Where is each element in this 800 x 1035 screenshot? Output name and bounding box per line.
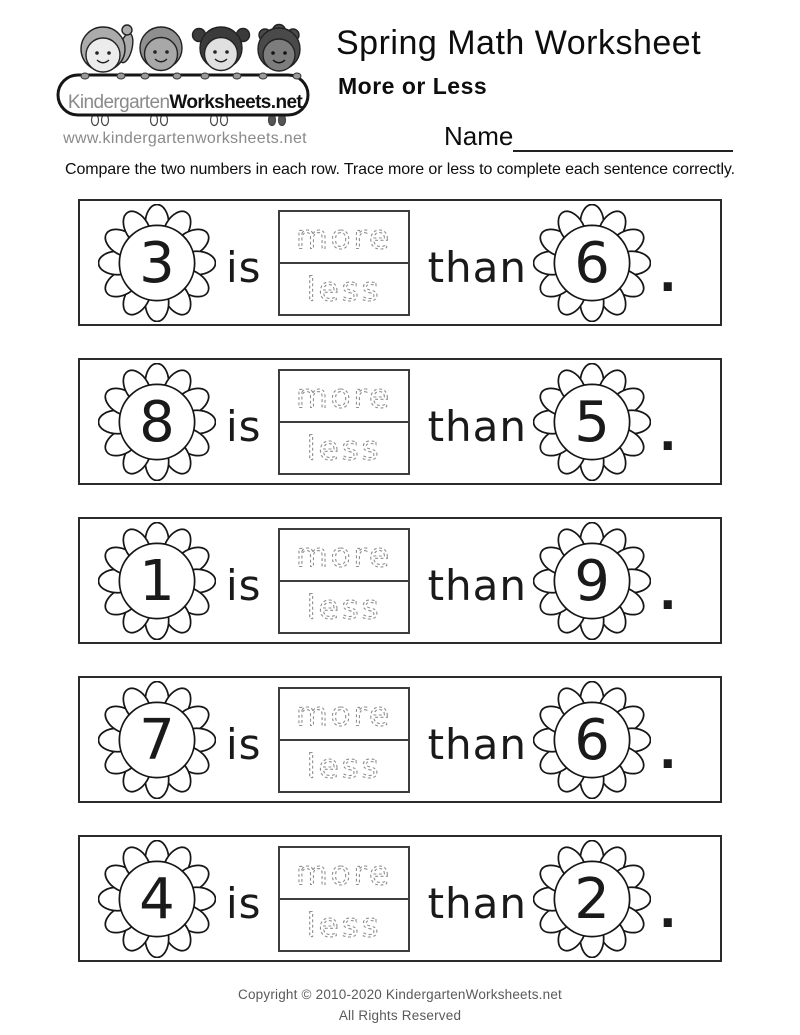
page-subtitle: More or Less: [338, 73, 488, 99]
right-flower: [533, 681, 651, 799]
footer: [0, 985, 800, 1027]
trace-less-word: [282, 424, 406, 472]
trace-more-word: [282, 213, 406, 261]
svg-text:more: more: [295, 695, 392, 734]
footer-copyright: Copyright © 2010-2020 KindergartenWorksheets.net: [238, 987, 562, 1002]
title-block: [336, 24, 701, 100]
svg-text:more: more: [295, 218, 392, 257]
rows-container: [78, 199, 722, 994]
trace-less-area[interactable]: [280, 739, 408, 791]
word-than: than: [427, 243, 528, 292]
worksheet-row: [78, 199, 722, 326]
trace-more-area[interactable]: [280, 689, 408, 739]
trace-more-area[interactable]: [280, 530, 408, 580]
name-label: Name: [444, 121, 514, 151]
trace-more-word: [282, 372, 406, 420]
svg-text:less: less: [306, 747, 381, 786]
trace-less-word: [282, 901, 406, 949]
more-less-trace-box[interactable]: [278, 687, 410, 793]
svg-text:more: more: [295, 854, 392, 893]
left-number: 3: [139, 231, 175, 296]
trace-more-area[interactable]: [280, 848, 408, 898]
trace-less-word: [282, 742, 406, 790]
left-flower: [98, 840, 216, 958]
left-flower: [98, 204, 216, 322]
right-number: 6: [574, 708, 610, 773]
trace-less-area[interactable]: [280, 898, 408, 950]
right-flower: [533, 204, 651, 322]
right-number: 6: [574, 231, 610, 296]
trace-more-area[interactable]: [280, 371, 408, 421]
brand-kindergarten: Kindergarten: [67, 92, 170, 113]
trace-less-area[interactable]: [280, 580, 408, 632]
word-than: than: [427, 720, 528, 769]
word-is: is: [226, 402, 262, 451]
svg-text:less: less: [306, 429, 381, 468]
svg-text:less: less: [306, 906, 381, 945]
word-is: is: [226, 720, 262, 769]
brand-text: [63, 83, 307, 123]
word-than: than: [427, 402, 528, 451]
trace-more-word: [282, 531, 406, 579]
sentence-period: .: [659, 565, 677, 620]
more-less-trace-box[interactable]: [278, 528, 410, 634]
word-is: is: [226, 561, 262, 610]
word-is: is: [226, 243, 262, 292]
right-flower: [533, 363, 651, 481]
name-row: [444, 118, 733, 152]
sentence-period: .: [659, 406, 677, 461]
right-flower: [533, 840, 651, 958]
worksheet-row: [78, 835, 722, 962]
trace-more-word: [282, 849, 406, 897]
trace-less-area[interactable]: [280, 421, 408, 473]
right-number: 9: [574, 549, 610, 614]
left-number: 7: [139, 708, 175, 773]
right-flower: [533, 522, 651, 640]
sentence-period: .: [659, 247, 677, 302]
more-less-trace-box[interactable]: [278, 369, 410, 475]
left-flower: [98, 681, 216, 799]
left-number: 4: [139, 867, 175, 932]
sentence-period: .: [659, 883, 677, 938]
more-less-trace-box[interactable]: [278, 210, 410, 316]
logo: [55, 12, 317, 162]
trace-less-area[interactable]: [280, 262, 408, 314]
footer-rights: All Rights Reserved: [338, 1007, 462, 1023]
word-is: is: [226, 879, 262, 928]
word-than: than: [427, 561, 528, 610]
left-number: 1: [139, 549, 175, 614]
trace-less-word: [282, 583, 406, 631]
svg-text:more: more: [295, 536, 392, 575]
svg-text:less: less: [306, 588, 381, 627]
logo-url: www.kindergartenworksheets.net: [63, 130, 307, 147]
svg-text:more: more: [295, 377, 392, 416]
word-than: than: [427, 879, 528, 928]
worksheet-row: [78, 358, 722, 485]
trace-less-word: [282, 265, 406, 313]
trace-more-area[interactable]: [280, 212, 408, 262]
trace-more-word: [282, 690, 406, 738]
left-flower: [98, 363, 216, 481]
page-title: Spring Math Worksheet: [336, 24, 702, 62]
left-number: 8: [139, 390, 175, 455]
right-number: 5: [574, 390, 610, 455]
instructions-text: Compare the two numbers in each row. Trace more or less to complete each sentence correctly.: [65, 161, 735, 178]
worksheet-row: [78, 517, 722, 644]
name-blank-line[interactable]: [513, 118, 733, 152]
more-less-trace-box[interactable]: [278, 846, 410, 952]
right-number: 2: [574, 867, 610, 932]
sentence-period: .: [659, 724, 677, 779]
brand-worksheets: Worksheets.net: [169, 92, 303, 113]
left-flower: [98, 522, 216, 640]
worksheet-row: [78, 676, 722, 803]
svg-text:less: less: [306, 270, 381, 309]
